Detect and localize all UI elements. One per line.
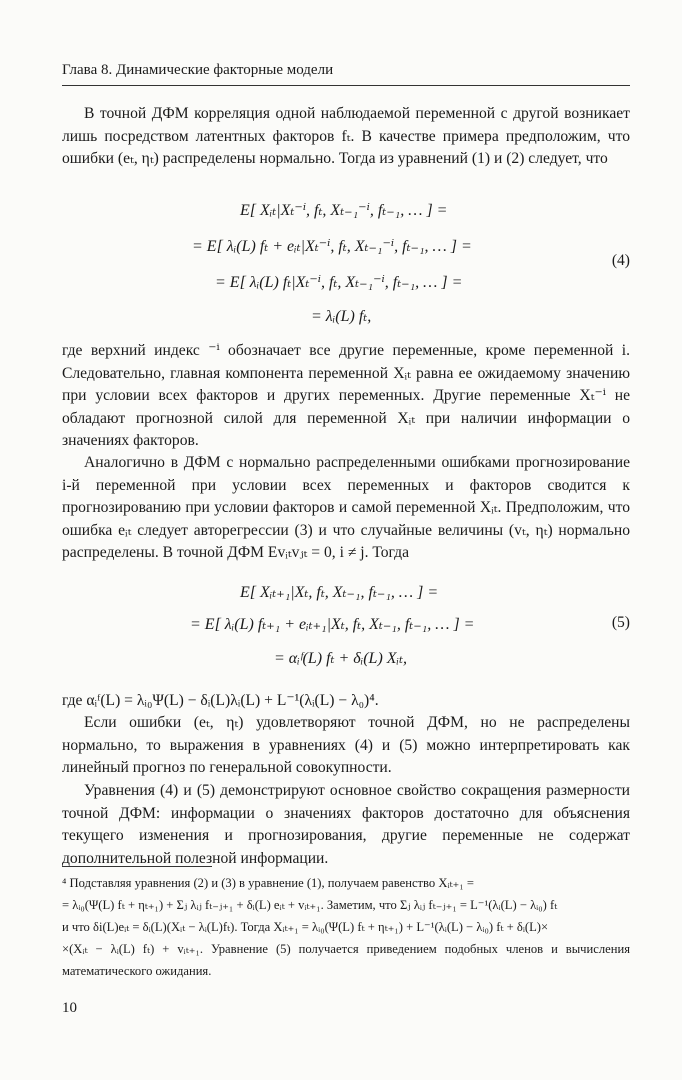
footnote-line-1: ⁴ Подставляя уравнения (2) и (3) в уравнение (1), получаем равенство Xᵢₜ₊₁ = <box>62 876 474 890</box>
equation-5-number: (5) <box>611 614 630 631</box>
running-header: Глава 8. Динамические факторные модели <box>62 62 630 86</box>
equation-5-line-1: E[ Xᵢₜ₊₁|Xₜ, fₜ, Xₜ₋₁, fₜ₋₁, … ] = <box>240 584 439 601</box>
equation-4-line-2: = E[ λᵢ(L) fₜ + eᵢₜ|Xₜ⁻ⁱ, fₜ, Xₜ₋₁⁻ⁱ, fₜ₋₁, … ] = <box>192 238 472 255</box>
equation-4-number: (4) <box>611 252 630 269</box>
equation-5-line-3: = αᵢᶠ(L) fₜ + δᵢ(L) Xᵢₜ, <box>274 650 408 667</box>
footnote-line-2: = λᵢ₀(Ψ(L) fₜ + ηₜ₊₁) + Σⱼ λᵢⱼ fₜ₋ⱼ₊₁ + δᵢ(L) eᵢₜ + vᵢₜ₊₁. Заметим, что Σⱼ λᵢⱼ fₜ₋ⱼ₊₁ = L⁻¹(λᵢ(L) − λᵢ₀) fₜ <box>62 898 558 912</box>
paragraph-3: Аналогично в ДФМ с нормально распределенными ошибками прогнозирование i-й переменной при условии всех переменных и факторов сводится к прогнозированию при условии факторов и самой переменной Xᵢₜ. Предположим, что ошибка eᵢₜ следует авторегрессии (3) и что случайные величины (vₜ, ηₜ) нормально распределены. В точной ДФМ Evᵢₜvⱼₜ = 0, i ≠ j. Тогда <box>62 454 630 561</box>
equation-4-line-1: E[ Xᵢₜ|Xₜ⁻ⁱ, fₜ, Xₜ₋₁⁻ⁱ, fₜ₋₁, … ] = <box>240 202 448 219</box>
footnote-line-3: и что δi(L)eᵢₜ = δᵢ(L)(Xᵢₜ − λᵢ(L)fₜ). Тогда Xᵢₜ₊₁ = λᵢ₀(Ψ(L) fₜ + ηₜ₊₁) + L⁻¹(λᵢ(L) − λᵢ₀) fₜ + δᵢ(L)× <box>62 920 549 934</box>
equation-4-line-4: = λᵢ(L) fₜ, <box>311 308 372 325</box>
footnote-4 <box>62 872 630 982</box>
page-number: 10 <box>62 1000 77 1016</box>
equation-5 <box>62 582 630 682</box>
equation-5-line-2: = E[ λᵢ(L) fₜ₊₁ + eᵢₜ₊₁|Xₜ, fₜ, Xₜ₋₁, fₜ₋₁, … ] = <box>190 616 475 633</box>
footnote-rule <box>62 866 212 867</box>
paragraph-1: В точной ДФМ корреляция одной наблюдаемой переменной с другой возникает лишь посредством латентных факторов fₜ. В качестве примера предположим, что ошибки (eₜ, ηₜ) распределены нормально. Тогда из уравнений (1) и (2) следует, что <box>62 105 630 167</box>
equation-4 <box>62 200 630 330</box>
paragraph-4: где αᵢᶠ(L) = λᵢ₀Ψ(L) − δᵢ(L)λᵢ(L) + L⁻¹(λᵢ(L) − λ₀)⁴. <box>62 692 379 709</box>
paragraph-6: Уравнения (4) и (5) демонстрируют основное свойство сокращения размерности точной ДФМ: информации о значениях факторов достаточно для объяснения текущего изменения и прогнозирования, другие переменные не содержат дополнительной полезной информации. <box>62 782 630 867</box>
paragraph-5: Если ошибки (eₜ, ηₜ) удовлетворяют точной ДФМ, но не распределены нормально, то выражения в уравнениях (4) и (5) можно интерпретировать как линейный прогноз по генеральной совокупности. <box>62 714 630 776</box>
paragraph-2: где верхний индекс ⁻ⁱ обозначает все другие переменные, кроме переменной i. Следовательно, главная компонента переменной Xᵢₜ равна ее ожидаемому значению при условии всех факторов и других переменных. Другие переменные Xₜ⁻ⁱ не обладают прогнозной силой для переменной Xᵢₜ при наличии информации о значениях факторов. <box>62 342 630 449</box>
footnote-line-4: ×(Xᵢₜ − λᵢ(L) fₜ) + vᵢₜ₊₁. Уравнение (5) получается приведением подобных членов и вычисления математического ожидания. <box>62 942 630 978</box>
equation-4-line-3: = E[ λᵢ(L) fₜ|Xₜ⁻ⁱ, fₜ, Xₜ₋₁⁻ⁱ, fₜ₋₁, … ] = <box>215 274 463 291</box>
